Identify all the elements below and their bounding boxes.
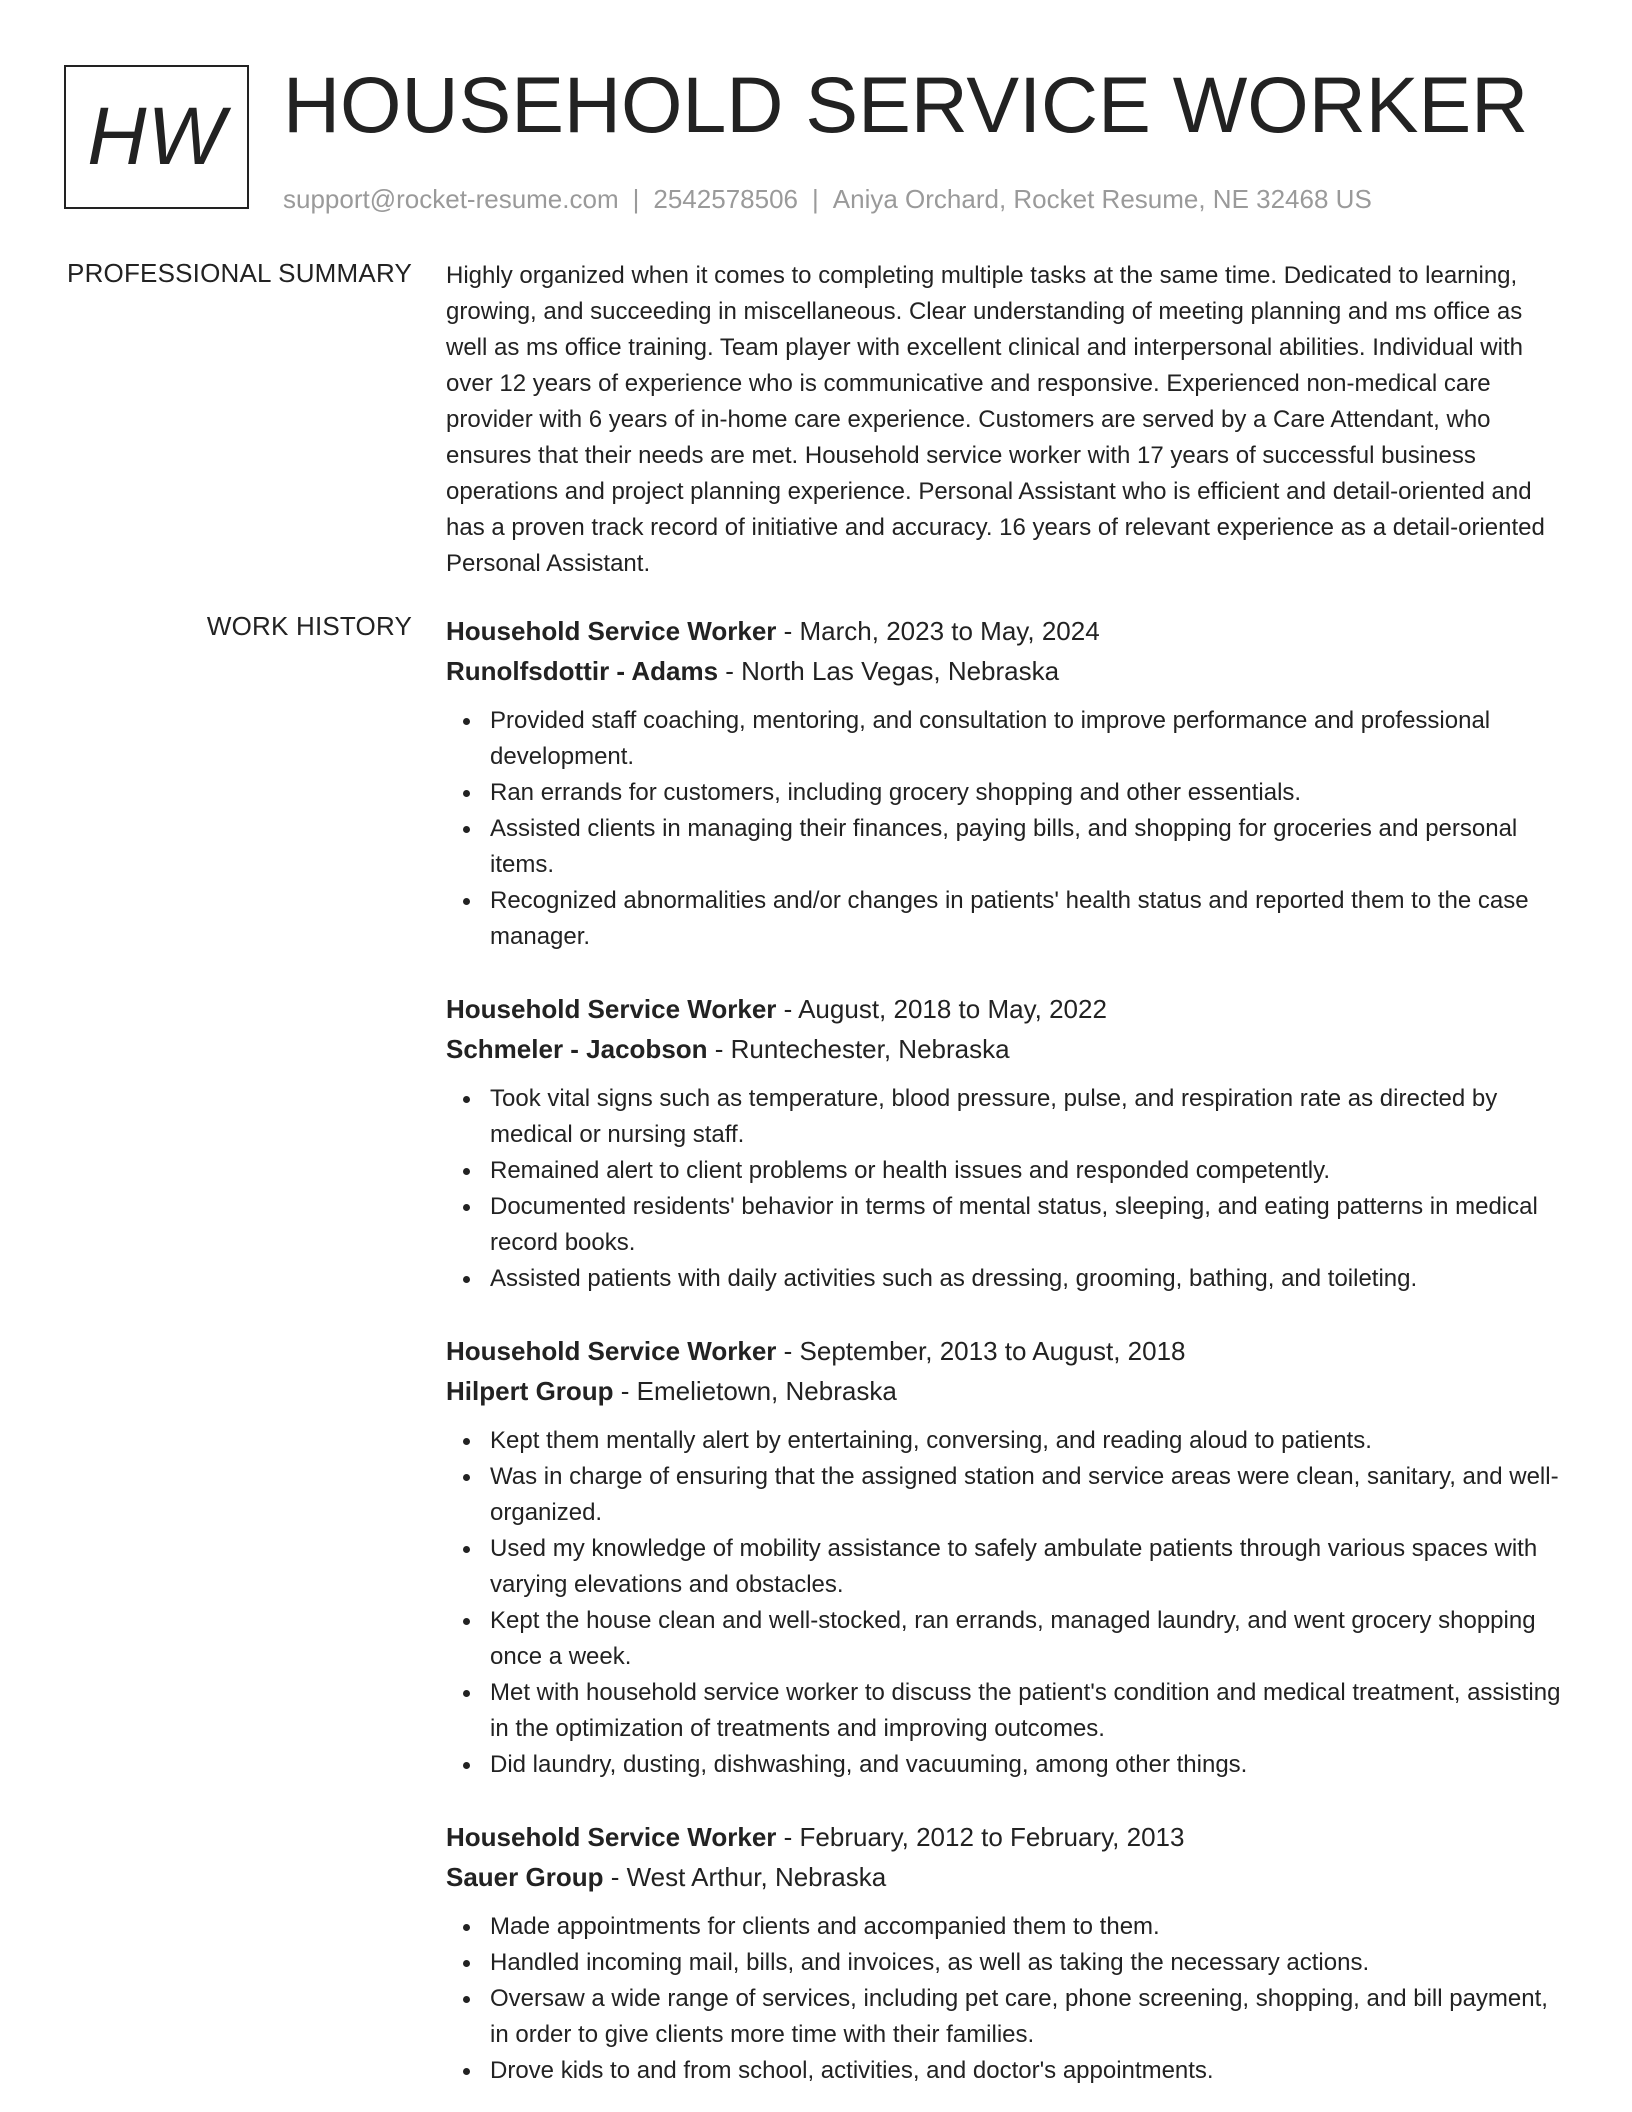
section-label-work-history: WORK HISTORY <box>206 611 412 641</box>
list-item: Provided staff coaching, mentoring, and consultation to improve performance and professional development. <box>446 703 1566 775</box>
job-entry <box>446 989 1566 1297</box>
list-item: Drove kids to and from school, activities, and doctor's appointments. <box>446 2053 1566 2089</box>
list-item: Ran errands for customers, including grocery shopping and other essentials. <box>446 775 1566 811</box>
list-item: Met with household service worker to discuss the patient's condition and medical treatment, assisting in the optimization of treatments and improving outcomes. <box>446 1675 1566 1747</box>
contact-phone[interactable]: 2542578506 <box>653 184 798 214</box>
list-item: Used my knowledge of mobility assistance to safely ambulate patients through various spaces with varying elevations and obstacles. <box>446 1531 1566 1603</box>
job-company: Hilpert Group <box>446 1376 614 1406</box>
job-company: Schmeler - Jacobson <box>446 1034 708 1064</box>
job-title: Household Service Worker <box>446 1822 777 1852</box>
initials-monogram: HW <box>64 65 249 209</box>
contact-separator: | <box>812 184 819 214</box>
section-label-summary: PROFESSIONAL SUMMARY <box>67 258 412 288</box>
job-company: Sauer Group <box>446 1862 604 1892</box>
list-item: Assisted clients in managing their finances, paying bills, and shopping for groceries and personal items. <box>446 811 1566 883</box>
list-item: Kept them mentally alert by entertaining, conversing, and reading aloud to patients. <box>446 1423 1566 1459</box>
job-title-line <box>446 1817 1566 1857</box>
list-item: Recognized abnormalities and/or changes in patients' health status and reported them to the case manager. <box>446 883 1566 955</box>
list-item: Documented residents' behavior in terms of mental status, sleeping, and eating patterns in medical record books. <box>446 1189 1566 1261</box>
summary-text: Highly organized when it comes to completing multiple tasks at the same time. Dedicated to learning, growing, and succeeding in miscellaneous. Clear understanding of meeting planning and ms office as well as ms office training. Team player with excellent clinical and interpersonal abilities. Individual with over 12 years of experience who is communicative and responsive. Experienced non-medical care provider with 6 years of in-home care experience. Customers are served by a Care Attendant, who ensures that their needs are met. Household service worker with 17 years of successful business operations and project planning experience. Personal Assistant who is efficient and detail-oriented and has a proven track record of initiative and accuracy. 16 years of relevant experience as a detail-oriented Personal Assistant. <box>446 262 1545 577</box>
job-title-line <box>446 1331 1566 1371</box>
job-bullet-list <box>446 703 1566 955</box>
list-item: Remained alert to client problems or health issues and responded competently. <box>446 1153 1566 1189</box>
list-item: Handled incoming mail, bills, and invoices, as well as taking the necessary actions. <box>446 1945 1566 1981</box>
job-company-line <box>446 1857 1566 1897</box>
list-item: Did laundry, dusting, dishwashing, and vacuuming, among other things. <box>446 1747 1566 1783</box>
job-title-line <box>446 989 1566 1029</box>
list-item: Kept the house clean and well-stocked, ran errands, managed laundry, and went grocery shopping once a week. <box>446 1603 1566 1675</box>
job-company-line <box>446 1029 1566 1069</box>
job-location: - Runtechester, Nebraska <box>707 1034 1010 1064</box>
resume-header <box>64 60 1568 214</box>
job-title: Household Service Worker <box>446 994 777 1024</box>
summary-body <box>446 258 1566 582</box>
job-location: - North Las Vegas, Nebraska <box>718 656 1060 686</box>
job-location: - Emelietown, Nebraska <box>613 1376 897 1406</box>
list-item: Took vital signs such as temperature, blood pressure, pulse, and respiration rate as directed by medical or nursing staff. <box>446 1081 1566 1153</box>
job-title-line <box>446 611 1566 651</box>
list-item: Was in charge of ensuring that the assigned station and service areas were clean, sanitary, and well-organized. <box>446 1459 1566 1531</box>
job-location: - West Arthur, Nebraska <box>603 1862 887 1892</box>
job-title: Household Service Worker <box>446 1336 777 1366</box>
contact-email[interactable]: support@rocket-resume.com <box>283 184 619 214</box>
job-bullet-list <box>446 1909 1566 2089</box>
list-item: Made appointments for clients and accompanied them to them. <box>446 1909 1566 1945</box>
job-dates: - March, 2023 to May, 2024 <box>776 616 1100 646</box>
job-bullet-list <box>446 1081 1566 1297</box>
job-dates: - August, 2018 to May, 2022 <box>776 994 1107 1024</box>
job-dates: - September, 2013 to August, 2018 <box>776 1336 1186 1366</box>
work-history-body <box>446 611 1566 2112</box>
job-entry <box>446 1817 1566 2089</box>
list-item: Assisted patients with daily activities such as dressing, grooming, bathing, and toileting. <box>446 1261 1566 1297</box>
job-company-line <box>446 651 1566 691</box>
job-entry <box>446 611 1566 955</box>
job-entry <box>446 1331 1566 1783</box>
contact-separator: | <box>632 184 640 214</box>
contact-address: Aniya Orchard, Rocket Resume, NE 32468 US <box>832 184 1372 214</box>
job-title: Household Service Worker <box>446 616 777 646</box>
header-text <box>283 60 1563 215</box>
job-dates: - February, 2012 to February, 2013 <box>776 1822 1185 1852</box>
job-bullet-list <box>446 1423 1566 1783</box>
contact-line <box>283 184 1563 215</box>
job-company: Runolfsdottir - Adams <box>446 656 719 686</box>
job-company-line <box>446 1371 1566 1411</box>
resume-title: HOUSEHOLD SERVICE WORKER <box>283 60 1529 149</box>
list-item: Oversaw a wide range of services, including pet care, phone screening, shopping, and bill payment, in order to give clients more time with their families. <box>446 1981 1566 2053</box>
